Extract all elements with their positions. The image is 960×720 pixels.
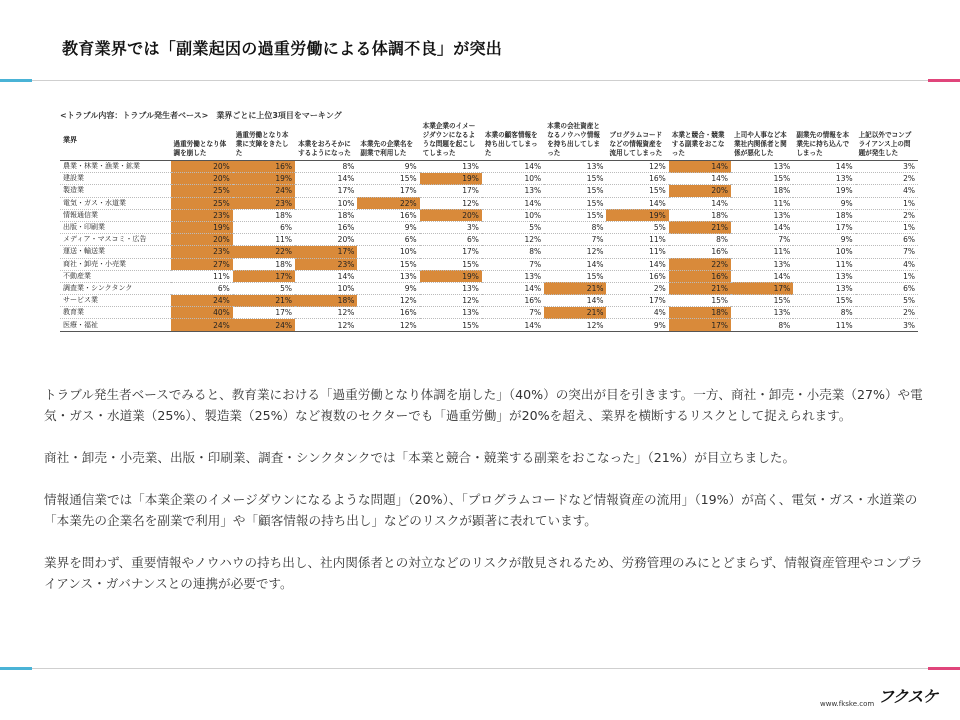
table-cell: 14% bbox=[544, 295, 606, 307]
table-cell-highlighted: 40% bbox=[171, 307, 233, 319]
table-cell: 2% bbox=[856, 209, 918, 221]
table-cell-highlighted: 17% bbox=[233, 270, 295, 282]
column-header-12: 上記以外でコンプライアンス上の問題が発生した bbox=[856, 122, 918, 161]
table-cell: 12% bbox=[606, 161, 668, 173]
table-cell-highlighted: 21% bbox=[544, 282, 606, 294]
table-cell: 15% bbox=[669, 295, 731, 307]
table-cell: 18% bbox=[233, 258, 295, 270]
table-cell: 9% bbox=[793, 197, 855, 209]
table-cell: 6% bbox=[420, 234, 482, 246]
table-cell: 13% bbox=[420, 161, 482, 173]
table-cell: 13% bbox=[731, 209, 793, 221]
table-cell: 15% bbox=[357, 173, 419, 185]
table-cell: 12% bbox=[420, 295, 482, 307]
table-cell: 15% bbox=[420, 258, 482, 270]
row-label: 出版・印刷業 bbox=[60, 221, 171, 233]
table-cell-highlighted: 20% bbox=[420, 209, 482, 221]
table-cell-highlighted: 23% bbox=[233, 197, 295, 209]
table-cell: 5% bbox=[482, 221, 544, 233]
table-cell: 11% bbox=[793, 319, 855, 331]
table-row bbox=[60, 221, 918, 233]
footer-url: www.fkske.com bbox=[820, 700, 875, 708]
table-cell-highlighted: 20% bbox=[669, 185, 731, 197]
table-cell: 16% bbox=[357, 209, 419, 221]
table-cell: 13% bbox=[357, 270, 419, 282]
table-cell: 15% bbox=[420, 319, 482, 331]
table-cell: 14% bbox=[482, 161, 544, 173]
table-cell-highlighted: 21% bbox=[669, 282, 731, 294]
table-cell: 2% bbox=[606, 282, 668, 294]
table-cell: 16% bbox=[482, 295, 544, 307]
paragraph-4: 業界を問わず、重要情報やノウハウの持ち出し、社内関係者との対立などのリスクが散見されるため、労務管理のみにとどまらず、情報資産管理やコンプライアンス・ガバナンスとの連携が必要です。 bbox=[44, 555, 923, 591]
table-cell-highlighted: 22% bbox=[669, 258, 731, 270]
table-cell: 11% bbox=[731, 246, 793, 258]
table-cell: 10% bbox=[482, 173, 544, 185]
table-cell: 5% bbox=[606, 221, 668, 233]
table-row bbox=[60, 197, 918, 209]
table-cell: 9% bbox=[793, 234, 855, 246]
table-cell: 13% bbox=[731, 307, 793, 319]
column-header-1: 過重労働となり体調を崩した bbox=[171, 122, 233, 161]
table-cell-highlighted: 22% bbox=[357, 197, 419, 209]
table-cell: 14% bbox=[295, 173, 357, 185]
row-label: 情報通信業 bbox=[60, 209, 171, 221]
table-cell: 12% bbox=[357, 319, 419, 331]
table-body bbox=[60, 161, 918, 332]
table-cell: 1% bbox=[856, 221, 918, 233]
table-cell: 17% bbox=[793, 221, 855, 233]
table-cell-highlighted: 20% bbox=[171, 173, 233, 185]
divider-accent-left bbox=[0, 79, 32, 82]
table-cell: 1% bbox=[856, 270, 918, 282]
column-header-2: 過重労働となり本業に支障をきたした bbox=[233, 122, 295, 161]
table-cell: 8% bbox=[544, 221, 606, 233]
table-cell-highlighted: 21% bbox=[233, 295, 295, 307]
table-cell: 12% bbox=[357, 295, 419, 307]
table-cell: 3% bbox=[856, 161, 918, 173]
table-cell-highlighted: 27% bbox=[171, 258, 233, 270]
footer-accent-right bbox=[928, 667, 960, 670]
table-cell: 15% bbox=[544, 185, 606, 197]
table-cell: 12% bbox=[482, 234, 544, 246]
table-cell: 12% bbox=[544, 246, 606, 258]
table-cell-highlighted: 20% bbox=[171, 234, 233, 246]
table-cell: 15% bbox=[793, 295, 855, 307]
table-cell-highlighted: 16% bbox=[669, 270, 731, 282]
table-cell: 7% bbox=[482, 307, 544, 319]
table-cell-highlighted: 17% bbox=[669, 319, 731, 331]
table-cell: 2% bbox=[856, 307, 918, 319]
table-cell: 4% bbox=[606, 307, 668, 319]
paragraph-2: 商社・卸売・小売業、出版・印刷業、調査・シンクタンクでは「本業と競合・競業する副業をおこなった」（21%）が目立ちました。 bbox=[44, 450, 796, 465]
table-cell: 14% bbox=[793, 161, 855, 173]
table-row bbox=[60, 258, 918, 270]
table-cell: 13% bbox=[420, 282, 482, 294]
table-cell: 15% bbox=[544, 270, 606, 282]
table-cell: 12% bbox=[420, 197, 482, 209]
table-cell-highlighted: 17% bbox=[295, 246, 357, 258]
table-cell: 15% bbox=[544, 197, 606, 209]
table-cell: 13% bbox=[544, 161, 606, 173]
paragraph-1: トラブル発生者ベースでみると、教育業における「過重労働となり体調を崩した」（40%）の突出が目を引きます。一方、商社・卸売・小売業（27%）や電気・ガス・水道業（25%）、製造業（25%）など複数のセクターでも「過重労働」が20%を超え、業界を横断するリスクとして捉えられます。 bbox=[44, 387, 923, 423]
table-cell: 17% bbox=[357, 185, 419, 197]
row-label: 不動産業 bbox=[60, 270, 171, 282]
table-cell: 6% bbox=[233, 221, 295, 233]
table-cell: 9% bbox=[357, 221, 419, 233]
table-cell: 8% bbox=[295, 161, 357, 173]
table-cell: 18% bbox=[793, 209, 855, 221]
table-cell: 17% bbox=[233, 307, 295, 319]
table-cell: 14% bbox=[295, 270, 357, 282]
column-header-8: プログラムコードなどの情報資産を流用してしまった bbox=[606, 122, 668, 161]
body-text bbox=[44, 384, 924, 615]
brand-logo: フクスケ bbox=[878, 687, 938, 706]
page-title: 教育業界では「副業起因の過重労働による体調不良」が突出 bbox=[62, 39, 503, 58]
divider-accent-right bbox=[928, 79, 960, 82]
table-cell-highlighted: 19% bbox=[233, 173, 295, 185]
table-row bbox=[60, 270, 918, 282]
table-cell: 14% bbox=[482, 197, 544, 209]
table-cell: 11% bbox=[606, 234, 668, 246]
table-cell: 13% bbox=[482, 185, 544, 197]
table-cell-highlighted: 24% bbox=[233, 185, 295, 197]
table-cell: 15% bbox=[731, 295, 793, 307]
table-cell-highlighted: 24% bbox=[171, 295, 233, 307]
table-cell: 16% bbox=[669, 246, 731, 258]
table-cell: 16% bbox=[606, 173, 668, 185]
table-cell: 9% bbox=[606, 319, 668, 331]
table-caption: <トラブル内容：トラブル発生者ベース> 業界ごとに上位3項目をマーキング bbox=[60, 111, 342, 120]
table-row bbox=[60, 282, 918, 294]
table-cell: 7% bbox=[731, 234, 793, 246]
table-cell-highlighted: 23% bbox=[295, 258, 357, 270]
table-cell: 11% bbox=[233, 234, 295, 246]
table-row bbox=[60, 246, 918, 258]
table-cell: 18% bbox=[731, 185, 793, 197]
table-cell: 3% bbox=[856, 319, 918, 331]
table-cell: 6% bbox=[856, 282, 918, 294]
table-cell: 11% bbox=[731, 197, 793, 209]
table-cell: 7% bbox=[482, 258, 544, 270]
table-cell: 11% bbox=[793, 258, 855, 270]
table-cell: 15% bbox=[606, 185, 668, 197]
table-cell: 15% bbox=[731, 173, 793, 185]
table-cell: 8% bbox=[793, 307, 855, 319]
table-cell: 3% bbox=[420, 221, 482, 233]
column-header-5: 本業企業のイメージダウンになるような問題を起こしてしまった bbox=[420, 122, 482, 161]
column-header-10: 上司や人事など本業社内関係者と関係が悪化した bbox=[731, 122, 793, 161]
table-cell: 10% bbox=[295, 282, 357, 294]
table-cell-highlighted: 21% bbox=[669, 221, 731, 233]
table-cell-highlighted: 19% bbox=[171, 221, 233, 233]
table-row bbox=[60, 319, 918, 331]
table-cell: 6% bbox=[357, 234, 419, 246]
table-cell: 4% bbox=[856, 185, 918, 197]
table-cell-highlighted: 23% bbox=[171, 246, 233, 258]
table-cell: 8% bbox=[482, 246, 544, 258]
table-cell: 14% bbox=[482, 282, 544, 294]
table-cell: 13% bbox=[731, 258, 793, 270]
table-cell: 18% bbox=[295, 209, 357, 221]
table-header-row bbox=[60, 122, 918, 161]
table-cell: 5% bbox=[856, 295, 918, 307]
row-label: 医療・福祉 bbox=[60, 319, 171, 331]
table-cell: 13% bbox=[420, 307, 482, 319]
table-cell: 13% bbox=[482, 270, 544, 282]
row-label: 農業・林業・漁業・鉱業 bbox=[60, 161, 171, 173]
footer-accent-left bbox=[0, 667, 32, 670]
table-cell: 2% bbox=[856, 173, 918, 185]
table-cell: 17% bbox=[295, 185, 357, 197]
table-cell: 16% bbox=[295, 221, 357, 233]
table-cell: 16% bbox=[357, 307, 419, 319]
table-cell: 17% bbox=[420, 185, 482, 197]
column-header-4: 本業先の企業名を副業で利用した bbox=[357, 122, 419, 161]
table-cell: 15% bbox=[544, 173, 606, 185]
table-cell: 14% bbox=[669, 197, 731, 209]
table-cell-highlighted: 24% bbox=[233, 319, 295, 331]
table-cell-highlighted: 21% bbox=[544, 307, 606, 319]
row-label: 教育業 bbox=[60, 307, 171, 319]
table-cell: 8% bbox=[731, 319, 793, 331]
table-cell-highlighted: 18% bbox=[295, 295, 357, 307]
table-cell: 16% bbox=[606, 270, 668, 282]
table-cell: 15% bbox=[544, 209, 606, 221]
table-cell-highlighted: 17% bbox=[731, 282, 793, 294]
table-cell-highlighted: 16% bbox=[233, 161, 295, 173]
header-divider bbox=[0, 80, 960, 81]
table-cell: 9% bbox=[357, 161, 419, 173]
row-label: メディア・マスコミ・広告 bbox=[60, 234, 171, 246]
table-cell: 13% bbox=[731, 161, 793, 173]
table-cell-highlighted: 14% bbox=[669, 161, 731, 173]
row-label: サービス業 bbox=[60, 295, 171, 307]
row-label: 調査業・シンクタンク bbox=[60, 282, 171, 294]
row-label: 商社・卸売・小売業 bbox=[60, 258, 171, 270]
table-cell: 10% bbox=[793, 246, 855, 258]
table-cell: 1% bbox=[856, 197, 918, 209]
row-label: 製造業 bbox=[60, 185, 171, 197]
table-cell: 10% bbox=[482, 209, 544, 221]
table-row bbox=[60, 209, 918, 221]
table-cell-highlighted: 25% bbox=[171, 197, 233, 209]
industry-trouble-table bbox=[60, 122, 918, 332]
table-cell: 17% bbox=[420, 246, 482, 258]
row-label: 運送・輸送業 bbox=[60, 246, 171, 258]
footer-divider bbox=[0, 668, 960, 669]
table-cell: 14% bbox=[731, 270, 793, 282]
table-cell: 8% bbox=[669, 234, 731, 246]
table-cell: 6% bbox=[171, 282, 233, 294]
table-cell: 7% bbox=[544, 234, 606, 246]
table-cell: 10% bbox=[295, 197, 357, 209]
table-cell-highlighted: 18% bbox=[669, 307, 731, 319]
table-cell-highlighted: 24% bbox=[171, 319, 233, 331]
table-cell: 14% bbox=[669, 173, 731, 185]
table-row bbox=[60, 234, 918, 246]
table-cell: 13% bbox=[793, 270, 855, 282]
table-cell: 12% bbox=[295, 319, 357, 331]
table-row bbox=[60, 173, 918, 185]
column-header-6: 本業の顧客情報を持ち出してしまった bbox=[482, 122, 544, 161]
table-cell: 14% bbox=[544, 258, 606, 270]
table-cell: 6% bbox=[856, 234, 918, 246]
table-cell-highlighted: 19% bbox=[606, 209, 668, 221]
table-cell: 5% bbox=[233, 282, 295, 294]
table-cell-highlighted: 22% bbox=[233, 246, 295, 258]
table-row bbox=[60, 161, 918, 173]
table-cell-highlighted: 25% bbox=[171, 185, 233, 197]
paragraph-3: 情報通信業では「本業企業のイメージダウンになるような問題」（20%）、「プログラムコードなど情報資産の流用」（19%）が高く、電気・ガス・水道業の「本業先の企業名を副業で利用」や「顧客情報の持ち出し」などのリスクが顕著に表れています。 bbox=[44, 492, 918, 528]
table-cell: 19% bbox=[793, 185, 855, 197]
table-cell: 10% bbox=[357, 246, 419, 258]
table-cell: 13% bbox=[793, 282, 855, 294]
table-cell: 7% bbox=[856, 246, 918, 258]
table-cell: 12% bbox=[544, 319, 606, 331]
table-cell: 14% bbox=[482, 319, 544, 331]
table-cell: 13% bbox=[793, 173, 855, 185]
row-label: 建設業 bbox=[60, 173, 171, 185]
column-header-11: 副業先の情報を本業先に持ち込んでしまった bbox=[793, 122, 855, 161]
table-cell: 15% bbox=[357, 258, 419, 270]
table-cell-highlighted: 19% bbox=[420, 270, 482, 282]
row-label: 電気・ガス・水道業 bbox=[60, 197, 171, 209]
table-cell: 18% bbox=[233, 209, 295, 221]
column-header-7: 本業の会社資産となるノウハウ情報を持ち出してしまった bbox=[544, 122, 606, 161]
table-cell: 20% bbox=[295, 234, 357, 246]
table-row bbox=[60, 295, 918, 307]
table-row bbox=[60, 307, 918, 319]
table-cell: 12% bbox=[295, 307, 357, 319]
table-cell: 9% bbox=[357, 282, 419, 294]
column-header-3: 本業をおろそかにするようになった bbox=[295, 122, 357, 161]
table-cell: 14% bbox=[606, 197, 668, 209]
table-cell: 14% bbox=[731, 221, 793, 233]
table-cell-highlighted: 23% bbox=[171, 209, 233, 221]
table-cell: 11% bbox=[606, 246, 668, 258]
table-cell-highlighted: 19% bbox=[420, 173, 482, 185]
table-cell: 18% bbox=[669, 209, 731, 221]
table-row bbox=[60, 185, 918, 197]
table-cell: 4% bbox=[856, 258, 918, 270]
column-header-9: 本業と競合・競業する副業をおこなった bbox=[669, 122, 731, 161]
table-cell-highlighted: 20% bbox=[171, 161, 233, 173]
table-corner-header: 業界 bbox=[60, 122, 171, 161]
table-cell: 11% bbox=[171, 270, 233, 282]
table-cell: 17% bbox=[606, 295, 668, 307]
table-cell: 14% bbox=[606, 258, 668, 270]
